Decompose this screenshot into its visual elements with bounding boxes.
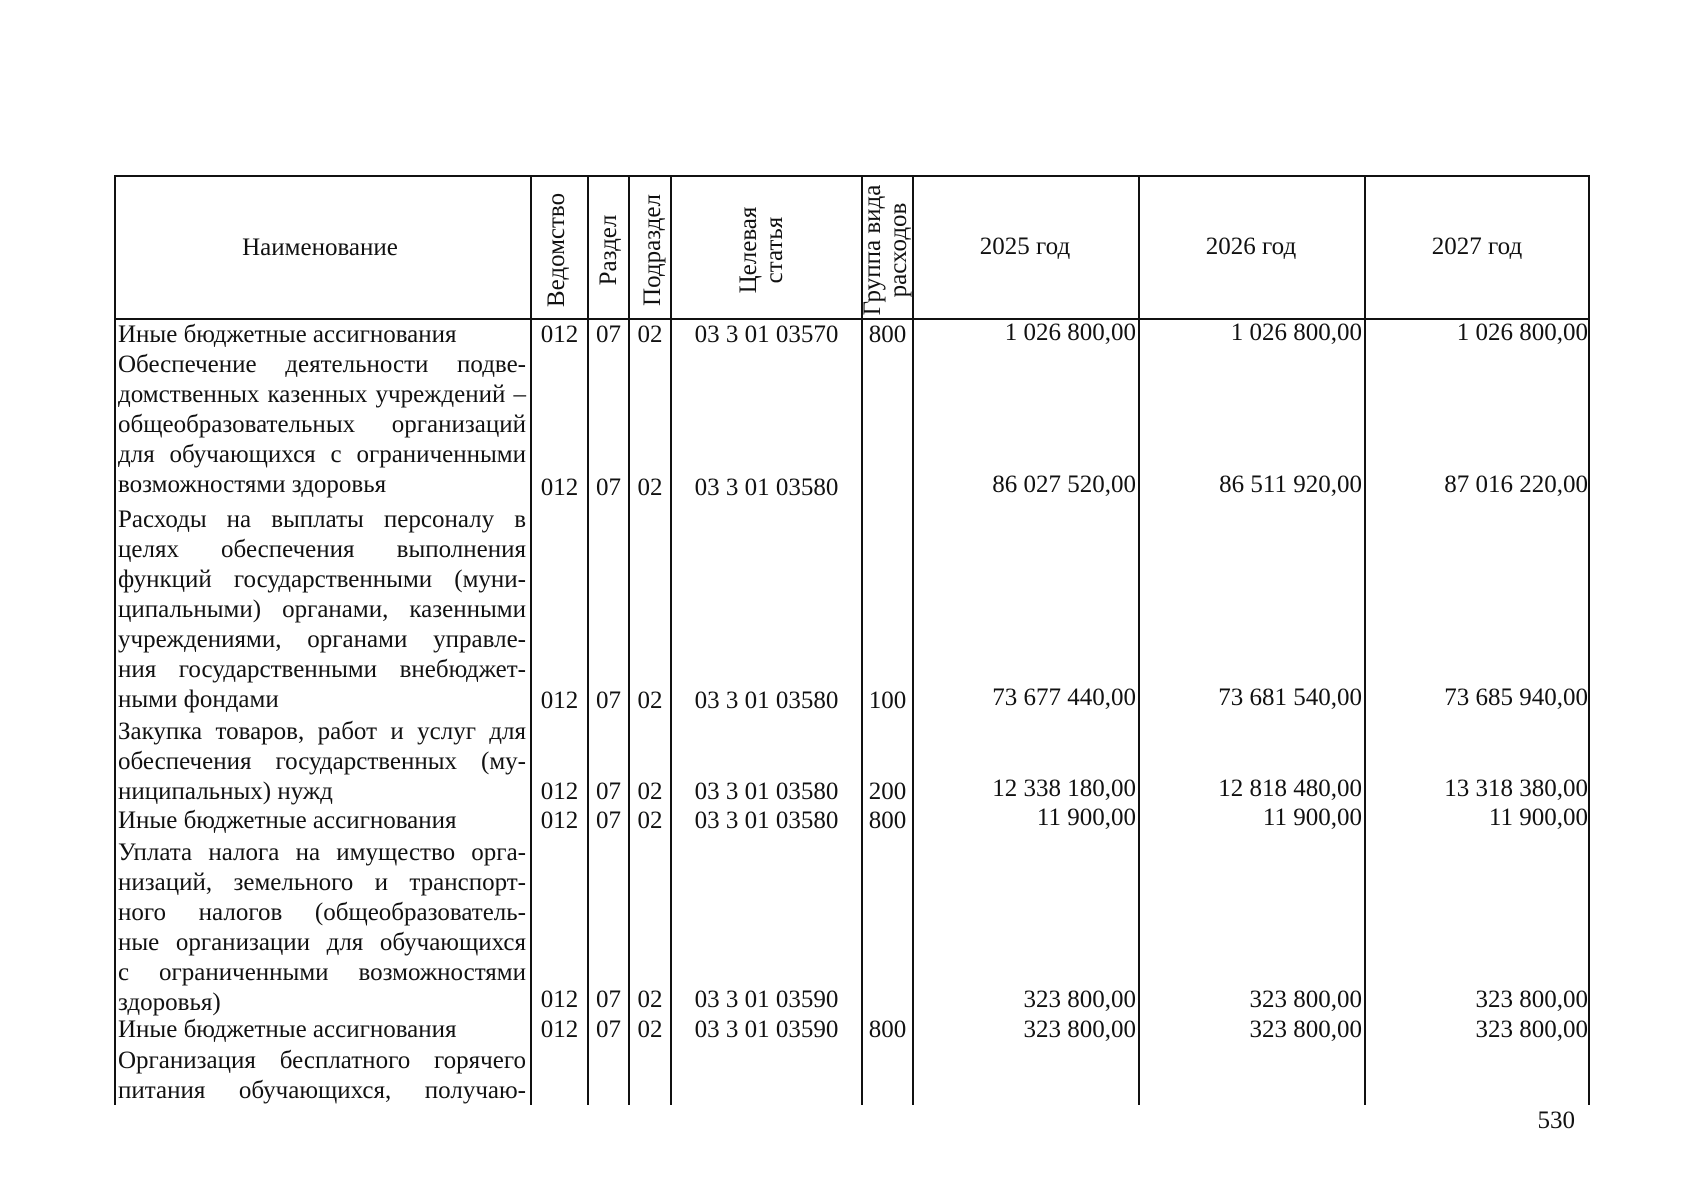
- row-3-gr: 200: [868, 778, 907, 805]
- row-4-gr: 800: [868, 807, 907, 834]
- table-row-2-name: [118, 505, 526, 715]
- row-7-line-0: Организация бесплатного горячего: [118, 1047, 526, 1074]
- col-line-left: [114, 175, 116, 1105]
- row-0-cel: 03 3 01 03570: [694, 321, 839, 348]
- row-6-line-0: Иные бюджетные ассигнования: [118, 1016, 457, 1043]
- row-3-line-1: обеспечения государственных (му-: [118, 748, 526, 775]
- row-0-2025: 1 026 800,00: [1004, 319, 1136, 346]
- table-row-1-name: [118, 350, 526, 500]
- row-0-razdel: 07: [596, 321, 621, 348]
- header-celevaya-statya: [736, 185, 796, 315]
- row-2-2026: 73 681 540,00: [1218, 684, 1362, 711]
- row-6-2027: 323 800,00: [1475, 1016, 1588, 1043]
- header-2027: 2027 год: [1431, 232, 1523, 260]
- row-3-2026: 12 818 480,00: [1218, 775, 1362, 802]
- table-row-0-name: [118, 320, 526, 350]
- row-4-cel: 03 3 01 03580: [694, 807, 839, 834]
- row-5-line-2: ного налогов (общеобразователь-: [118, 899, 526, 926]
- row-0-line-0: Иные бюджетные ассигнования: [118, 321, 457, 348]
- row-7-line-1: питания обучающихся, получаю-: [118, 1077, 526, 1104]
- row-2-line-3: ципальными) органами, казенными: [118, 596, 526, 623]
- row-1-line-1: домственных казенных учреждений –: [118, 381, 526, 408]
- table-row-5-name: [118, 838, 526, 1018]
- header-podrazdel: Подраздел: [639, 194, 666, 306]
- col-line-3: [628, 175, 630, 1105]
- row-1-line-2: общеобразовательных организаций: [118, 411, 526, 438]
- row-3-podrazdel: 02: [637, 778, 663, 805]
- row-0-gr: 800: [868, 321, 907, 348]
- row-4-line-0: Иные бюджетные ассигнования: [118, 807, 457, 834]
- col-line-1: [530, 175, 532, 1105]
- row-3-line-2: ниципальных) нужд: [118, 778, 333, 805]
- col-line-7: [1138, 175, 1140, 1105]
- col-line-8: [1364, 175, 1366, 1105]
- row-3-line-0: Закупка товаров, работ и услуг для: [118, 718, 526, 745]
- row-5-line-5: здоровья): [118, 989, 221, 1016]
- row-2-ved: 012: [540, 687, 579, 714]
- row-2-line-2: функций государственными (муни-: [118, 566, 526, 593]
- table-row-6-name: [118, 1015, 526, 1045]
- row-1-line-4: возможностями здоровья: [118, 471, 387, 498]
- row-4-2026: 11 900,00: [1262, 804, 1362, 831]
- row-4-ved: 012: [540, 807, 579, 834]
- header-gruppa-vida: [860, 178, 920, 322]
- row-5-2027: 323 800,00: [1475, 986, 1588, 1013]
- col-line-4: [670, 175, 672, 1105]
- table-row-7-name: [118, 1046, 526, 1106]
- row-6-2026: 323 800,00: [1249, 1016, 1362, 1043]
- row-0-2026: 1 026 800,00: [1230, 319, 1362, 346]
- table-row-4-name: [118, 806, 526, 836]
- row-1-2026: 86 511 920,00: [1219, 471, 1362, 498]
- header-2026: 2026 год: [1205, 232, 1297, 260]
- header-2025: 2025 год: [979, 232, 1071, 260]
- row-0-podrazdel: 02: [637, 321, 663, 348]
- header-razdel: Раздел: [595, 214, 622, 286]
- col-line-6: [912, 175, 914, 1105]
- row-3-2025: 12 338 180,00: [992, 775, 1136, 802]
- row-2-gr: 100: [868, 687, 907, 714]
- header-vedomstvo: Ведомство: [543, 192, 570, 308]
- row-5-line-3: ные организации для обучающихся: [118, 929, 526, 956]
- row-3-razdel: 07: [596, 778, 621, 805]
- row-3-cel: 03 3 01 03580: [694, 778, 839, 805]
- row-2-cel: 03 3 01 03580: [694, 687, 839, 714]
- row-4-2025: 11 900,00: [1036, 804, 1136, 831]
- row-6-2025: 323 800,00: [1023, 1016, 1136, 1043]
- row-1-2025: 86 027 520,00: [992, 471, 1136, 498]
- row-6-gr: 800: [868, 1016, 907, 1043]
- row-2-podrazdel: 02: [637, 687, 663, 714]
- row-4-podrazdel: 02: [637, 807, 663, 834]
- row-2-2025: 73 677 440,00: [992, 684, 1136, 711]
- row-2-line-1: целях обеспечения выполнения: [118, 536, 526, 563]
- row-5-line-4: с ограниченными возможностями: [118, 959, 526, 986]
- row-2-razdel: 07: [596, 687, 621, 714]
- row-1-podrazdel: 02: [637, 474, 663, 501]
- row-1-line-0: Обеспечение деятельности подве-: [118, 351, 526, 378]
- row-1-cel: 03 3 01 03580: [694, 474, 839, 501]
- row-5-cel: 03 3 01 03590: [694, 986, 839, 1013]
- row-4-2027: 11 900,00: [1488, 804, 1588, 831]
- row-5-ved: 012: [540, 986, 579, 1013]
- row-2-line-0: Расходы на выплаты персоналу в: [118, 506, 526, 533]
- header-cel-line2: статья: [761, 216, 789, 284]
- row-1-2027: 87 016 220,00: [1444, 471, 1588, 498]
- row-2-2027: 73 685 940,00: [1444, 684, 1588, 711]
- row-1-line-3: для обучающихся с ограниченными: [118, 441, 526, 468]
- header-name: Наименование: [242, 233, 398, 261]
- row-5-line-1: низаций, земельного и транспорт-: [118, 869, 526, 896]
- row-3-ved: 012: [540, 778, 579, 805]
- row-2-line-6: ными фондами: [118, 686, 279, 713]
- row-2-line-5: ния государственными внебюджет-: [118, 656, 526, 683]
- row-6-cel: 03 3 01 03590: [694, 1016, 839, 1043]
- row-1-razdel: 07: [596, 474, 621, 501]
- row-0-ved: 012: [540, 321, 579, 348]
- row-6-podrazdel: 02: [637, 1016, 663, 1043]
- row-6-ved: 012: [540, 1016, 579, 1043]
- row-3-2027: 13 318 380,00: [1444, 775, 1588, 802]
- row-5-2026: 323 800,00: [1249, 986, 1362, 1013]
- row-1-ved: 012: [540, 474, 579, 501]
- header-gr-line2: расходов: [885, 202, 913, 298]
- row-0-2027: 1 026 800,00: [1456, 319, 1588, 346]
- row-5-razdel: 07: [596, 986, 621, 1013]
- row-5-podrazdel: 02: [637, 986, 663, 1013]
- table-row-3-name: [118, 717, 526, 807]
- col-line-5: [861, 175, 863, 1105]
- row-6-razdel: 07: [596, 1016, 621, 1043]
- row-4-razdel: 07: [596, 807, 621, 834]
- header-gr-line1: Группа вида: [859, 184, 886, 316]
- col-line-2: [587, 175, 589, 1105]
- header-cel-line1: Целевая: [735, 206, 762, 294]
- row-5-2025: 323 800,00: [1023, 986, 1136, 1013]
- col-line-right: [1588, 175, 1590, 1105]
- page-number: 530: [1537, 1107, 1575, 1134]
- row-5-line-0: Уплата налога на имущество орга-: [118, 839, 526, 866]
- row-2-line-4: учреждениями, органами управле-: [118, 626, 526, 653]
